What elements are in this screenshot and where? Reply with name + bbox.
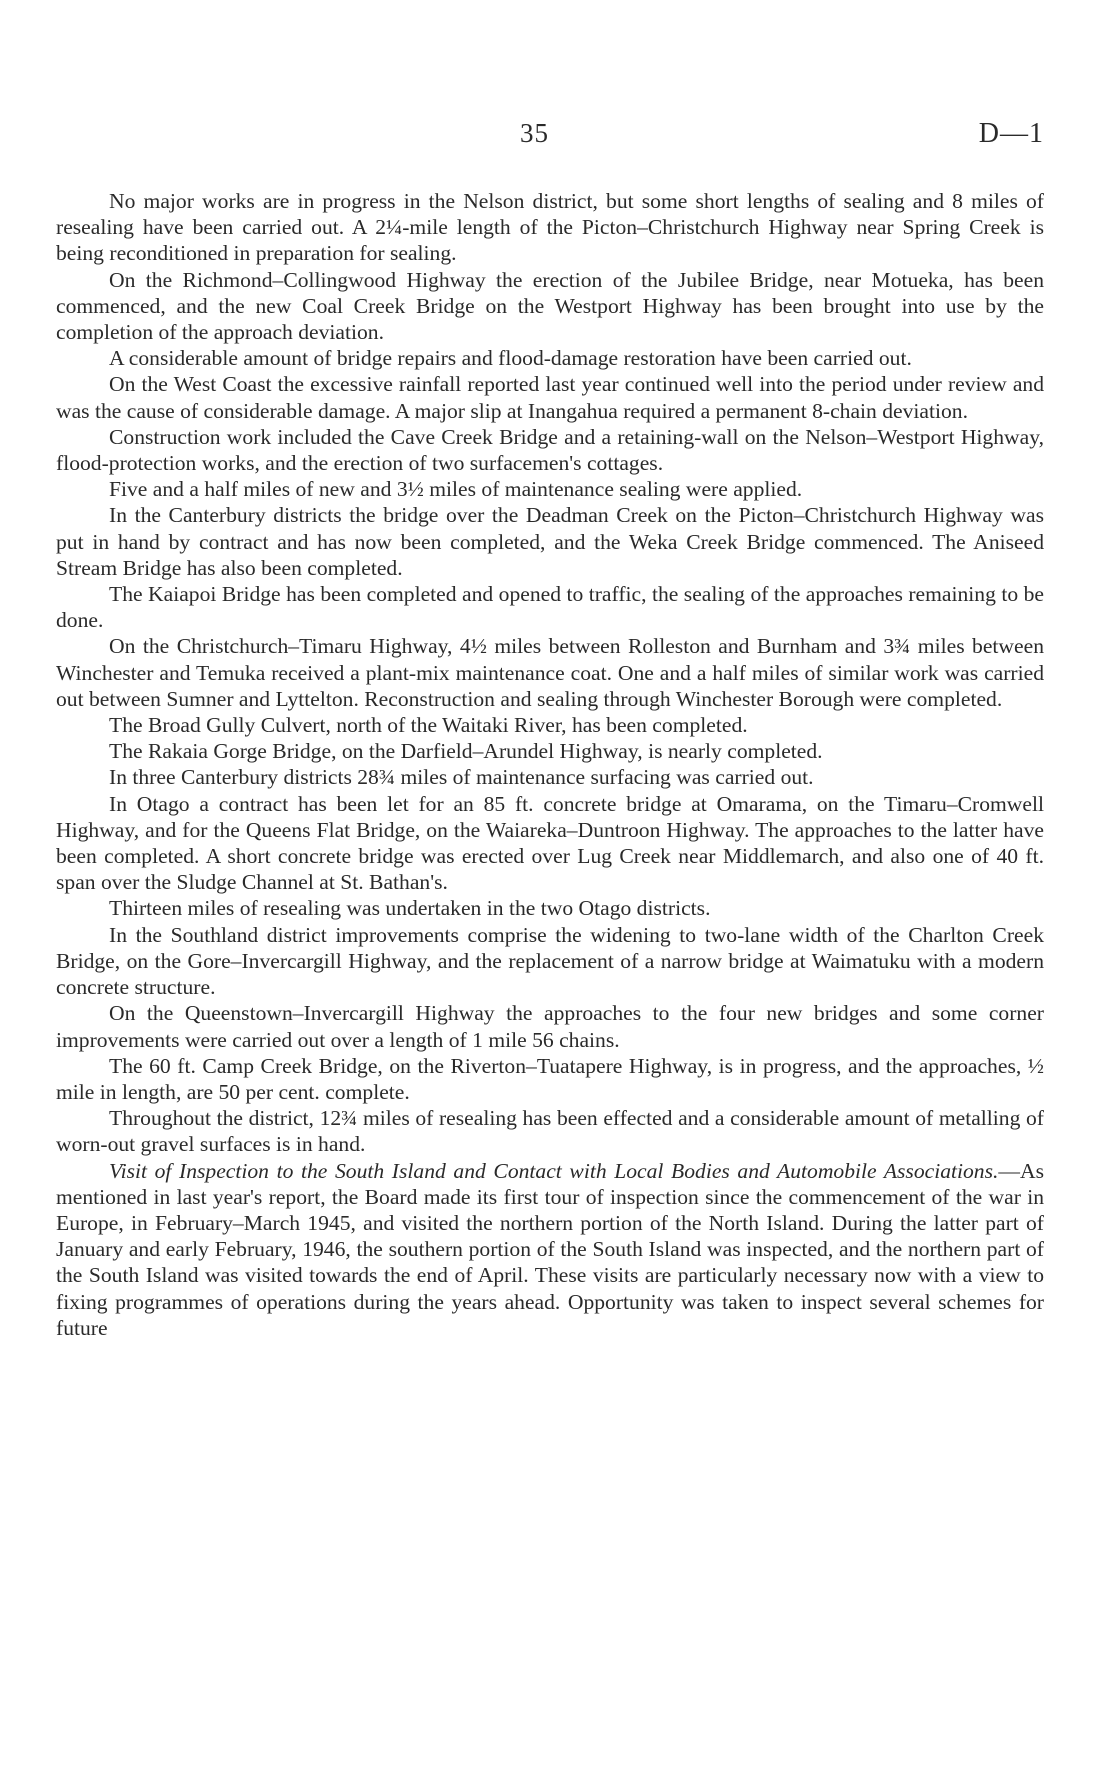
section-heading: Visit of Inspection to the South Island and Contact with Local Bodies and Automobile Associations. <box>109 1158 999 1183</box>
paragraph: On the Richmond–Collingwood Highway the erection of the Jubilee Bridge, near Motueka, has been commenced, and the new Coal Creek Bridge on the Westport Highway has been brought into use by the completion of the approach deviation. <box>56 267 1044 345</box>
paragraph: Five and a half miles of new and 3½ miles of maintenance sealing were applied. <box>109 477 803 502</box>
body-text <box>56 188 1044 1341</box>
paragraph: Thirteen miles of resealing was undertaken in the two Otago districts. <box>109 896 711 921</box>
paragraph: Construction work included the Cave Creek Bridge and a retaining-wall on the Nelson–Westport Highway, flood-protection works, and the erection of two surfacemen's cottages. <box>56 424 1044 476</box>
paragraph: A considerable amount of bridge repairs and flood-damage restoration have been carried out. <box>109 346 912 371</box>
paragraph: Throughout the district, 12¾ miles of resealing has been effected and a considerable amount of metalling of worn-out gravel surfaces is in hand. <box>56 1106 1044 1157</box>
paragraph: The 60 ft. Camp Creek Bridge, on the Riverton–Tuatapere Highway, is in progress, and the approaches, ½ mile in length, are 50 per cent. complete. <box>56 1053 1044 1104</box>
paragraph: In Otago a contract has been let for an 85 ft. concrete bridge at Omarama, on the Timaru–Cromwell Highway, and for the Queens Flat Bridge, on the Waiareka–Duntroon Highway. The approaches to the latter have been completed. A short concrete bridge was erected over Lug Creek near Middlemarch, and also one of 40 ft. span over the Sludge Channel at St. Bathan's. <box>56 791 1044 895</box>
paragraph: On the Queenstown–Invercargill Highway the approaches to the four new bridges and some corner improvements were carried out over a length of 1 mile 56 chains. <box>56 1001 1044 1052</box>
section-paragraph <box>56 1158 1044 1341</box>
paragraph: In three Canterbury districts 28¾ miles of maintenance surfacing was carried out. <box>109 765 814 790</box>
paragraph: In the Southland district improvements comprise the widening to two-lane width of the Charlton Creek Bridge, on the Gore–Invercargill Highway, and the replacement of a narrow bridge at Waimatuku with a modern concrete structure. <box>56 922 1044 1000</box>
paragraph: The Rakaia Gorge Bridge, on the Darfield–Arundel Highway, is nearly completed. <box>109 739 823 764</box>
paragraph: No major works are in progress in the Nelson district, but some short lengths of sealing and 8 miles of resealing have been carried out. A 2¼-mile length of the Picton–Christchurch Highway near Spring Creek is being reconditioned in preparation for sealing. <box>56 189 1044 266</box>
paragraph: On the West Coast the excessive rainfall reported last year continued well into the period under review and was the cause of considerable damage. A major slip at Inangahua required a permanent 8-chain deviation. <box>56 372 1044 423</box>
document-reference: D—1 <box>978 118 1044 149</box>
paragraph: The Broad Gully Culvert, north of the Waitaki River, has been completed. <box>109 713 748 738</box>
section-text: —As mentioned in last year's report, the Board made its first tour of inspection since the commencement of the war in Europe, in February–March 1945, and visited the northern portion of the North Island. During the latter part of January and early February, 1946, the southern portion of the South Island was inspected, and the northern part of the South Island was visited towards the end of April. These visits are particularly necessary now with a view to fixing programmes of operations during the years ahead. Opportunity was taken to inspect several schemes for future <box>56 1158 1044 1340</box>
page-number: 35 <box>520 118 549 148</box>
paragraph: In the Canterbury districts the bridge over the Deadman Creek on the Picton–Christchurch Highway was put in hand by contract and has now been completed, and the Weka Creek Bridge commenced. The Aniseed Stream Bridge has also been completed. <box>56 503 1044 580</box>
paragraph: On the Christchurch–Timaru Highway, 4½ miles between Rolleston and Burnham and 3¾ miles between Winchester and Temuka received a plant-mix maintenance coat. One and a half miles of similar work was carried out between Sumner and Lyttelton. Reconstruction and sealing through Winchester Borough were completed. <box>56 634 1044 711</box>
page-header <box>0 118 1114 158</box>
paragraph: The Kaiapoi Bridge has been completed and opened to traffic, the sealing of the approaches remaining to be done. <box>56 582 1044 633</box>
